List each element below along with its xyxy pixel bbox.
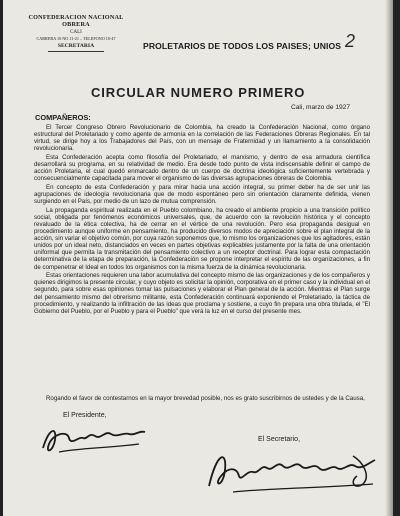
letterhead-department: SECRETARIA <box>57 43 95 49</box>
president-label: El Presidente, <box>63 412 107 419</box>
letterhead-rule <box>48 51 104 52</box>
dateline: Cali, marzo de 1927 <box>291 104 351 111</box>
letterhead-address: CARRERA 10 NO 11-21 – TELEFONO 10-47 <box>36 36 116 41</box>
paragraph: En concepto de esta Confederación y para mirar hacia una acción integral, su primer deber ha de ser unir las agrupaciones de ideología revolucionaria que de modo espontáneo pero sin orientación claramente definida, vienen surgiendo en el País, por medio de un lazo de mutua comprensión. <box>34 183 370 206</box>
document-title: CIRCULAR NUMERO PRIMERO <box>91 85 306 100</box>
letterhead <box>17 14 135 52</box>
paragraph: Estas orientaciones requieren una labor acumulativa del concepto mismo de las organizaciones y de los compañeros y quienes dirigimos la presente circular, y cuyo objeto es solicitar la opinión, corporativa en el primer caso y la individual en el segundo, para sobre esas opiniones tomar las pulsaciones y elaborar el Plan general de la acción. Mientras el Plan surge del pensamiento mismo del obrerismo militante, esta Confederación continuará exponiendo el Proletariado, la táctica de procedimiento, y realizando la infiltración de las ideas que proclama y sostiene, a cuyo fin prepara una obra titulada, el "El Gobierno del Pueblo, por el Pueblo y para el Pueblo" que verá la luz en el curso del presente mes. <box>34 272 370 315</box>
paragraph: Esta Confederación acepta como filosofía del Proletariado, el marxismo, y dentro de esa armadura científica desarrollará su programa, en su relatividad de medio. Era desde todo punto de vista indiscensable definir el campo de acción Proletaria, el cual quedó enmarcado dentro de un cuerpo de doctrina ideológica suficientemente vertebrada y consecuencialmente capacitada para mover el organismo de las diversas agrupaciones obreras de Colombia. <box>34 153 370 183</box>
secretary-signature <box>203 446 383 496</box>
letterhead-city: CALI <box>70 30 82 35</box>
page-edge-shadow <box>385 0 393 516</box>
salutation: COMPAÑEROS: <box>35 113 91 122</box>
secretary-label: El Secretario, <box>258 436 301 443</box>
organization-name: CONFEDERACION NACIONAL OBRERA <box>28 14 124 28</box>
closing-paragraph: Rogando el favor de contestarnos en la mayor brevedad posible, nos es grato suscribirnos de ustedes y de la Causa, <box>46 395 365 402</box>
slogan: PROLETARIOS DE TODOS LOS PAISES; UNIOS <box>143 41 342 51</box>
page-number: 2 <box>345 31 356 51</box>
president-signature <box>39 418 149 458</box>
circular-document <box>3 0 393 516</box>
body-text <box>34 124 370 316</box>
paragraph: La propaganda espiritual realizada en el Pueblo colombiano, ha creado el ambiente propicio a una transición político social, obligada por fenómenos económicos universales, que, de acuerdo con la revolución histórica y el concepto revaluado de la ética colectiva, ha de cerrar en el vértice de una revolución. Pero esa propaganda desigual en procedimiento aunque uniforme en pensamiento, ha producido diversos modos de apreciación sobre el plan integral de la acción, sin variar el objetivo común, por cuya razón suponemos que, lo mismo los organizaciones que los agitadores, están unidos por un ideal neto, distanciados en veces en partes objetivas explicables justamente por la falta de una orientación uniformal que permita la transmitación del pensamiento colectivo a un receptor doctrinal. Para lograr esta compactación determinativa de la etapa de preparación, la Confederación se propone interpretar el espíritu de las organizaciones, a fin de compenetrar el Ideal en todos los organismos con la misma fuerza de la dinámica revolucionaria. <box>34 206 370 271</box>
paragraph: El Tercer Congreso Obrero Revolucionario de Colombia, ha creado la Confederación Nacional, como órgano estructural del Proletariado y como agente de armonía en la correlación de las Federaciones Obreras Regionales. En tal virtud, se dirige hoy a los Trabajadores del País, con un mensaje de Fraternidad y un llamamiento a la consolidación revolucionaria. <box>34 124 370 153</box>
